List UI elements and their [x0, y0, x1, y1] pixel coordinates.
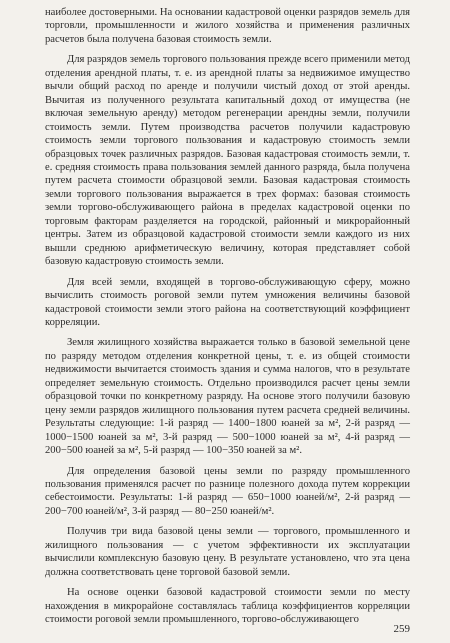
paragraph-gap — [45, 579, 410, 586]
paragraph-4: Земля жилищного хозяйства выражается только в базовой земельной цене по разряду методом отделения конкретной цены, т. е. из общей стоимости недвижимости вычитается стоимость здания и сумма налогов, что в результате определяет земельную стоимость. Отдельно производился расчет цены земли образцовой точки по конкретному разряду. На основе этого получили базовую цену земли разрядов жилищного пользования путем расчета средней величины. Результаты следующие: 1-й разряд — 1400−1800 юаней за м², 2-й разряд — 1000−1500 юаней за м², 3-й разряд — 500−1000 юаней за м², 4-й разряд — 200−500 юаней за м², 5-й разряд — 100−350 юаней за м². — [45, 337, 410, 457]
paragraph-6: Получив три вида базовой цены земли — торгового, промышленного и жилищного пользования — с учетом эффективности их эксплуатации вычислили комплексную базовую цену. В результате установлено, что эта цена должна соответствовать цене торговой базовой земли. — [45, 526, 410, 578]
paragraph-gap — [45, 46, 410, 53]
paragraph-gap — [45, 329, 410, 336]
paragraph-gap — [45, 518, 410, 525]
paragraph-1: наиболее достоверными. На основании кадастровой оценки разрядов земель для торговли, промышленности и жилого хозяйства и применения различных расчетов была получена базовая стоимость земли. — [45, 7, 410, 45]
paragraph-7: На основе оценки базовой кадастровой стоимости земли по месту нахождения в микрорайоне составлялась таблица коэффициентов корреляции стоимости роговой земли промышленного, торгово-обслуживающего — [45, 587, 410, 626]
paragraph-gap — [45, 269, 410, 276]
page-number: 259 — [393, 623, 410, 635]
paragraph-gap — [45, 458, 410, 465]
paragraph-3: Для всей земли, входящей в торгово-обслуживающую сферу, можно вычислить стоимость роговой земли путем умножения величины базовой кадастровой стоимости земли этого района на соответствующий коэффициент корреляции. — [45, 276, 410, 328]
paragraph-5: Для определения базовой цены земли по разряду промышленного пользования применялся расчет по разнице полезного дохода путем коррекции себестоимости. Результаты: 1-й разряд — 650−1000 юаней/м², 2-й разряд — 200−700 юаней/м², 3-й разряд — 80−250 юаней/м². — [45, 465, 410, 517]
paragraph-2: Для разрядов земель торгового пользования прежде всего применили метод отделения арендной платы, т. е. из арендной платы за недвижимое имущество вычли общий расход по аренде и получили чистый доход от этой аренды. Вычитая из полученного результата капитальный доход от имущества (не включая земельную аренду) методом регенерации арендны земли, получили стоимость земли. Путем производства расчетов получили кадастровую стоимость земли торгового пользования и кадастровую стоимость земли образцовых точек различных разрядов. Базовая кадастровая стоимость земли, т. е. средняя стоимость права пользования землей данного разряда, была получена путем расчета стоимости образцовой земли. Базовая кадастровая стоимость земли торгового пользования выражается в трех формах: базовая стоимость земли торгово-обслуживающего района в пределах кадастровой оценки по торговым факторам разделяется на городской, районный и микрорайонный центры. Затем из образцовой кадастровой стоимости земли каждого из них вышли среднюю арифметическую величину, которая представляет собой базовую кадастровую стоимость земли. — [45, 54, 410, 268]
